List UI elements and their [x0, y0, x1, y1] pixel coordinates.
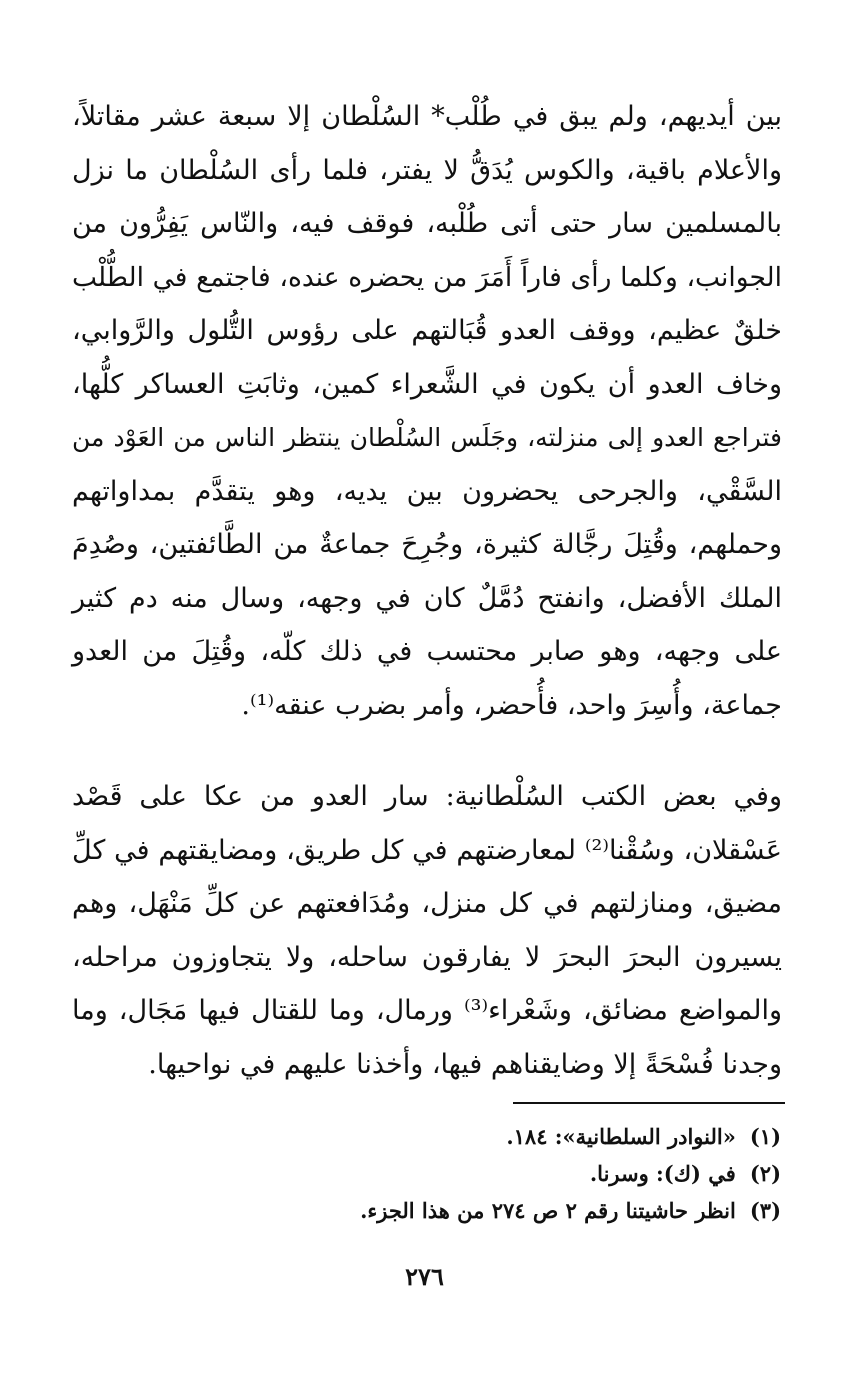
paragraph-1 [72, 90, 782, 732]
footnote [71, 1192, 781, 1229]
text-line: الجوانب، وكلما رأى فاراً أَمَرَ من يحضره عنده، فاجتمع في الطُّلْب [72, 261, 782, 293]
text-line: والأعلام باقية، والكوس يُدَقُّ لا يفتر، فلما رأى السُلْطان ما نزل [72, 154, 782, 186]
footnote-number: (٣) [749, 1198, 781, 1223]
paragraph-2 [72, 770, 782, 1091]
footnote-number: (٢) [749, 1161, 781, 1186]
footnote-text: في (ك): وسرنا. [589, 1161, 736, 1186]
footnote-number: (١) [749, 1124, 781, 1149]
footnote-separator [513, 1102, 785, 1104]
text-line: يسيرون البحرَ البحرَ لا يفارقون ساحله، ولا يتجاوزون مراحله، [72, 941, 782, 973]
page-number: ٢٧٦ [405, 1262, 444, 1291]
footnote-text: انظر حاشيتنا رقم ٢ ص ٢٧٤ من هذا الجزء. [360, 1198, 736, 1223]
text-line: وفي بعض الكتب السُلْطانية: سار العدو من عكا على قَصْد [72, 781, 782, 812]
text-line: بين أيديهم، ولم يبق في طُلْب* السُلْطان إلا سبعة عشر مقاتلاً، [72, 101, 782, 132]
footnote [71, 1118, 781, 1155]
text-line: عَسْقلان، وسُقْنا⁽²⁾ لمعارضتهم في كل طريق، ومضايقتهم في كلِّ [72, 834, 782, 866]
text-line: السَّقْي، والجرحى يحضرون بين يديه، وهو يتقدَّم بمداواتهم [72, 475, 782, 507]
text-line: خلقٌ عظيم، ووقف العدو قُبَالتهم على رؤوس التُّلول والرَّوابي، [72, 315, 782, 346]
text-line: الملك الأفضل، وانفتح دُمَّلٌ كان في وجهه، وسال منه دم كثير [72, 582, 782, 614]
footnote-text: «النوادر السلطانية»: ١٨٤. [506, 1124, 736, 1149]
text-line: على وجهه، وهو صابر محتسب في ذلك كلّه، وقُتِلَ من العدو [72, 636, 782, 667]
text-line: وخاف العدو أن يكون في الشَّعراء كمين، وثابَتِ العساكر كلُّها، [72, 368, 782, 400]
text-line: وحملهم، وقُتِلَ رجَّالة كثيرة، وجُرِحَ جماعةٌ من الطَّائفتين، وصُدِمَ [72, 529, 782, 560]
footnotes [71, 1118, 781, 1229]
text-line: جماعة، وأُسِرَ واحد، فأُحضر، وأمر بضرب عنقه⁽¹⁾. [241, 689, 782, 721]
footnote [71, 1155, 781, 1192]
text-line: والمواضع مضائق، وشَعْراء⁽³⁾ ورمال، وما للقتال فيها مَجَال، وما [72, 995, 782, 1026]
text-line: مضيق، ومنازلتهم في كل منزل، ومُدَافعتهم عن كلِّ مَنْهَل، وهم [72, 888, 782, 919]
text-line: بالمسلمين سار حتى أتى طُلْبه، فوقف فيه، والنّاس يَفِرُّون من [72, 208, 782, 239]
text-line: فتراجع العدو إلى منزلته، وجَلَس السُلْطان ينتظر الناس من العَوْد من [72, 423, 782, 452]
text-line: وجدنا فُسْحَةً إلا وضايقناهم فيها، وأخذنا عليهم في نواحيها. [148, 1048, 782, 1080]
